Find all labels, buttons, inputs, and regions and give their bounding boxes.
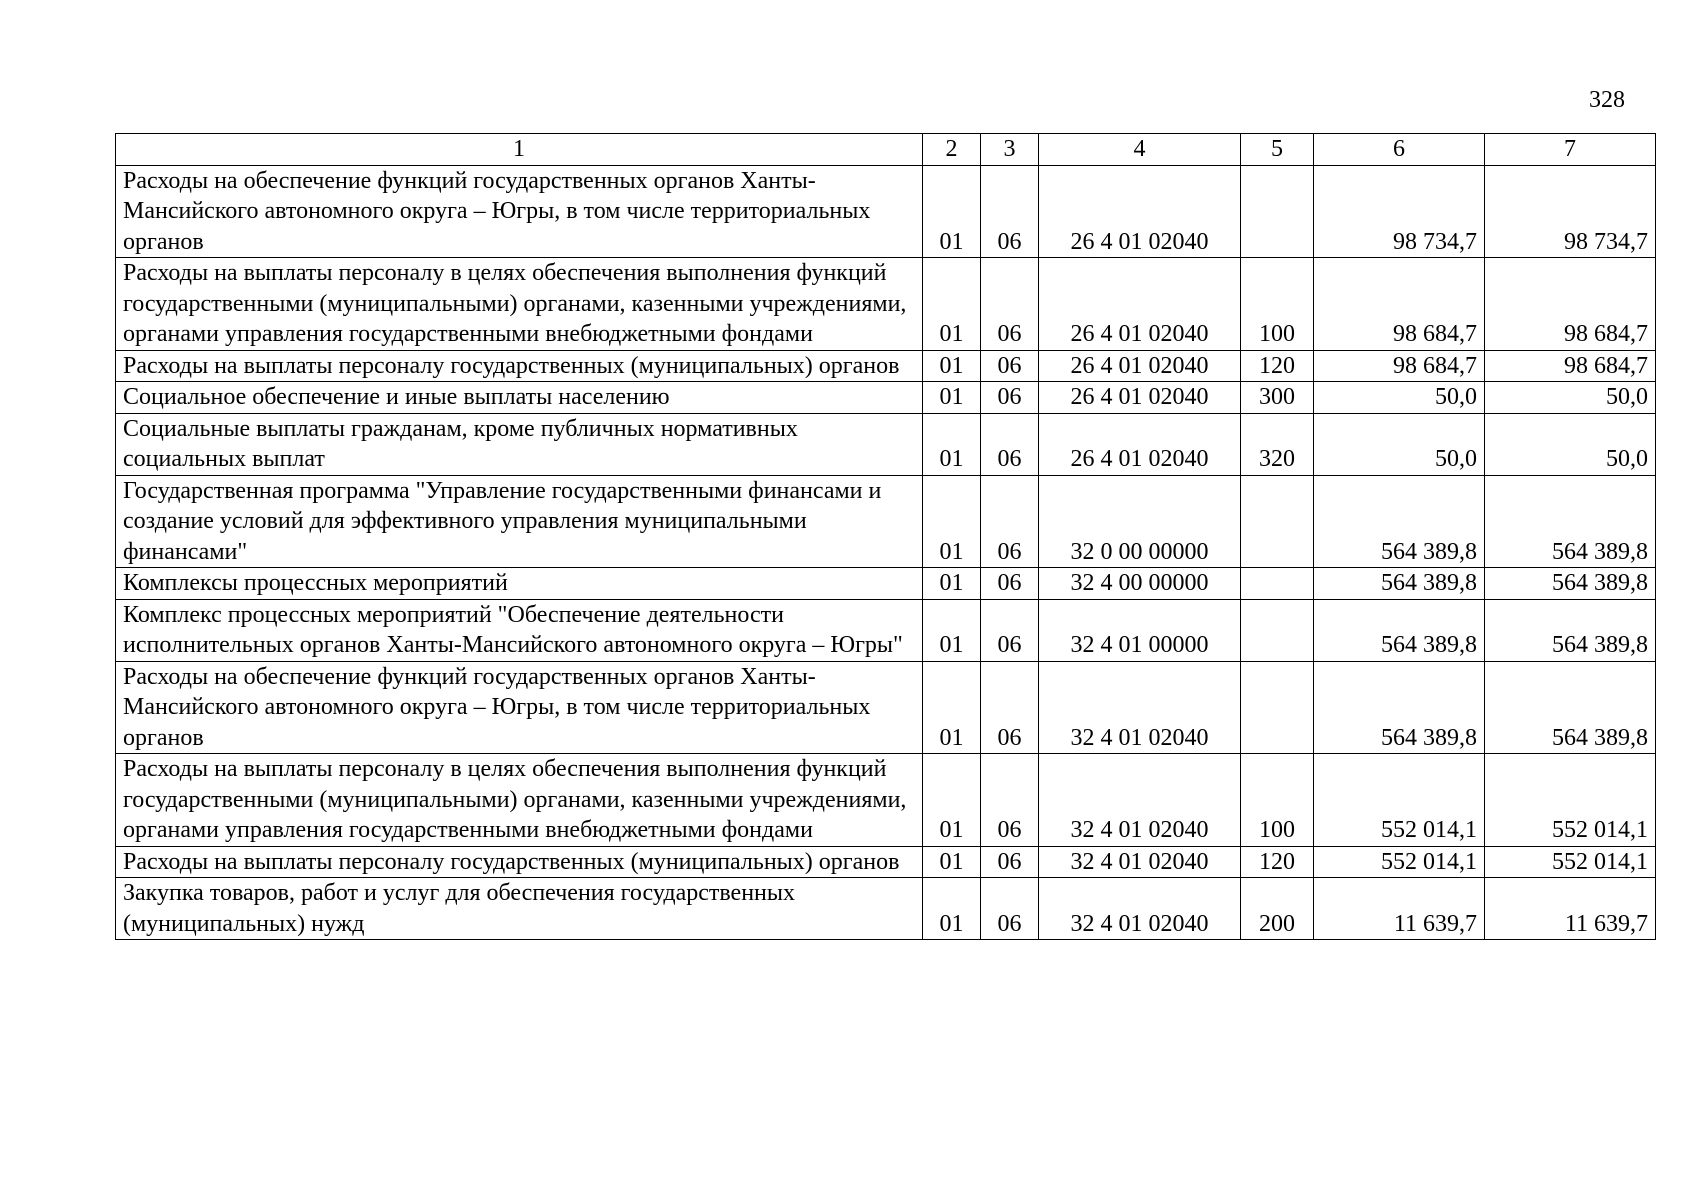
expense-type-cell <box>1241 568 1314 600</box>
target-article-cell: 26 4 01 02040 <box>1039 413 1241 475</box>
column-header: 7 <box>1485 134 1656 166</box>
table-row <box>116 413 1656 475</box>
section-cell: 01 <box>923 413 981 475</box>
sum-column-6-cell: 50,0 <box>1314 413 1485 475</box>
sum-column-6-cell: 552 014,1 <box>1314 846 1485 878</box>
sum-column-7-cell: 564 389,8 <box>1485 661 1656 754</box>
expense-name-cell: Комплексы процессных мероприятий <box>116 568 923 600</box>
subsection-cell: 06 <box>981 258 1039 351</box>
subsection-cell: 06 <box>981 846 1039 878</box>
subsection-cell: 06 <box>981 413 1039 475</box>
expense-name-cell: Расходы на выплаты персоналу в целях обеспечения выполнения функций государственными (муниципальными) органами, казенными учреждениями, органами управления государственными внебюджетными фондами <box>116 258 923 351</box>
sum-column-7-cell: 98 684,7 <box>1485 350 1656 382</box>
table-row <box>116 568 1656 600</box>
expense-type-cell <box>1241 475 1314 568</box>
column-header: 4 <box>1039 134 1241 166</box>
sum-column-7-cell: 564 389,8 <box>1485 475 1656 568</box>
section-cell: 01 <box>923 350 981 382</box>
section-cell: 01 <box>923 165 981 258</box>
subsection-cell: 06 <box>981 754 1039 847</box>
section-cell: 01 <box>923 382 981 414</box>
subsection-cell: 06 <box>981 599 1039 661</box>
section-cell: 01 <box>923 568 981 600</box>
column-header: 2 <box>923 134 981 166</box>
table-row <box>116 599 1656 661</box>
expense-name-cell: Закупка товаров, работ и услуг для обеспечения государственных (муниципальных) нужд <box>116 878 923 940</box>
sum-column-6-cell: 564 389,8 <box>1314 475 1485 568</box>
subsection-cell: 06 <box>981 661 1039 754</box>
table-row <box>116 165 1656 258</box>
section-cell: 01 <box>923 599 981 661</box>
expense-name-cell: Расходы на обеспечение функций государственных органов Ханты-Мансийского автономного округа – Югры, в том числе территориальных органов <box>116 165 923 258</box>
target-article-cell: 32 4 01 02040 <box>1039 878 1241 940</box>
sum-column-6-cell: 564 389,8 <box>1314 568 1485 600</box>
column-header: 6 <box>1314 134 1485 166</box>
sum-column-6-cell: 11 639,7 <box>1314 878 1485 940</box>
expense-name-cell: Расходы на обеспечение функций государственных органов Ханты-Мансийского автономного округа – Югры, в том числе территориальных органов <box>116 661 923 754</box>
section-cell: 01 <box>923 661 981 754</box>
table-row <box>116 350 1656 382</box>
table-row <box>116 661 1656 754</box>
target-article-cell: 32 4 01 02040 <box>1039 754 1241 847</box>
table-row <box>116 475 1656 568</box>
sum-column-7-cell: 564 389,8 <box>1485 599 1656 661</box>
expense-name-cell: Социальное обеспечение и иные выплаты населению <box>116 382 923 414</box>
budget-table <box>115 133 1656 940</box>
sum-column-6-cell: 564 389,8 <box>1314 599 1485 661</box>
subsection-cell: 06 <box>981 165 1039 258</box>
expense-type-cell: 120 <box>1241 350 1314 382</box>
expense-type-cell: 100 <box>1241 754 1314 847</box>
section-cell: 01 <box>923 475 981 568</box>
target-article-cell: 26 4 01 02040 <box>1039 258 1241 351</box>
sum-column-6-cell: 50,0 <box>1314 382 1485 414</box>
subsection-cell: 06 <box>981 568 1039 600</box>
table-row <box>116 382 1656 414</box>
table-row <box>116 878 1656 940</box>
expense-name-cell: Расходы на выплаты персоналу государственных (муниципальных) органов <box>116 846 923 878</box>
sum-column-7-cell: 11 639,7 <box>1485 878 1656 940</box>
sum-column-6-cell: 98 684,7 <box>1314 350 1485 382</box>
expense-type-cell: 120 <box>1241 846 1314 878</box>
header-row <box>116 134 1656 166</box>
sum-column-6-cell: 564 389,8 <box>1314 661 1485 754</box>
expense-type-cell: 320 <box>1241 413 1314 475</box>
sum-column-7-cell: 552 014,1 <box>1485 846 1656 878</box>
target-article-cell: 26 4 01 02040 <box>1039 382 1241 414</box>
subsection-cell: 06 <box>981 382 1039 414</box>
table-row <box>116 754 1656 847</box>
target-article-cell: 32 4 01 02040 <box>1039 846 1241 878</box>
target-article-cell: 32 4 01 02040 <box>1039 661 1241 754</box>
table-row <box>116 846 1656 878</box>
sum-column-6-cell: 98 684,7 <box>1314 258 1485 351</box>
column-header: 3 <box>981 134 1039 166</box>
expense-type-cell <box>1241 599 1314 661</box>
subsection-cell: 06 <box>981 878 1039 940</box>
section-cell: 01 <box>923 258 981 351</box>
expense-type-cell <box>1241 165 1314 258</box>
sum-column-6-cell: 552 014,1 <box>1314 754 1485 847</box>
page-number: 328 <box>1589 87 1625 113</box>
expense-name-cell: Социальные выплаты гражданам, кроме публичных нормативных социальных выплат <box>116 413 923 475</box>
sum-column-7-cell: 50,0 <box>1485 413 1656 475</box>
expense-type-cell: 100 <box>1241 258 1314 351</box>
target-article-cell: 32 4 01 00000 <box>1039 599 1241 661</box>
section-cell: 01 <box>923 878 981 940</box>
expense-name-cell: Государственная программа "Управление государственными финансами и создание условий для эффективного управления муниципальными финансами" <box>116 475 923 568</box>
table-row <box>116 258 1656 351</box>
expense-name-cell: Комплекс процессных мероприятий "Обеспечение деятельности исполнительных органов Ханты-Мансийского автономного округа – Югры" <box>116 599 923 661</box>
column-header: 5 <box>1241 134 1314 166</box>
expense-type-cell <box>1241 661 1314 754</box>
expense-name-cell: Расходы на выплаты персоналу в целях обеспечения выполнения функций государственными (муниципальными) органами, казенными учреждениями, органами управления государственными внебюджетными фондами <box>116 754 923 847</box>
target-article-cell: 26 4 01 02040 <box>1039 350 1241 382</box>
column-header: 1 <box>116 134 923 166</box>
section-cell: 01 <box>923 846 981 878</box>
target-article-cell: 26 4 01 02040 <box>1039 165 1241 258</box>
subsection-cell: 06 <box>981 475 1039 568</box>
expense-type-cell: 200 <box>1241 878 1314 940</box>
target-article-cell: 32 0 00 00000 <box>1039 475 1241 568</box>
expense-type-cell: 300 <box>1241 382 1314 414</box>
target-article-cell: 32 4 00 00000 <box>1039 568 1241 600</box>
subsection-cell: 06 <box>981 350 1039 382</box>
sum-column-7-cell: 564 389,8 <box>1485 568 1656 600</box>
sum-column-7-cell: 98 684,7 <box>1485 258 1656 351</box>
sum-column-7-cell: 50,0 <box>1485 382 1656 414</box>
sum-column-6-cell: 98 734,7 <box>1314 165 1485 258</box>
expense-name-cell: Расходы на выплаты персоналу государственных (муниципальных) органов <box>116 350 923 382</box>
sum-column-7-cell: 552 014,1 <box>1485 754 1656 847</box>
sum-column-7-cell: 98 734,7 <box>1485 165 1656 258</box>
section-cell: 01 <box>923 754 981 847</box>
